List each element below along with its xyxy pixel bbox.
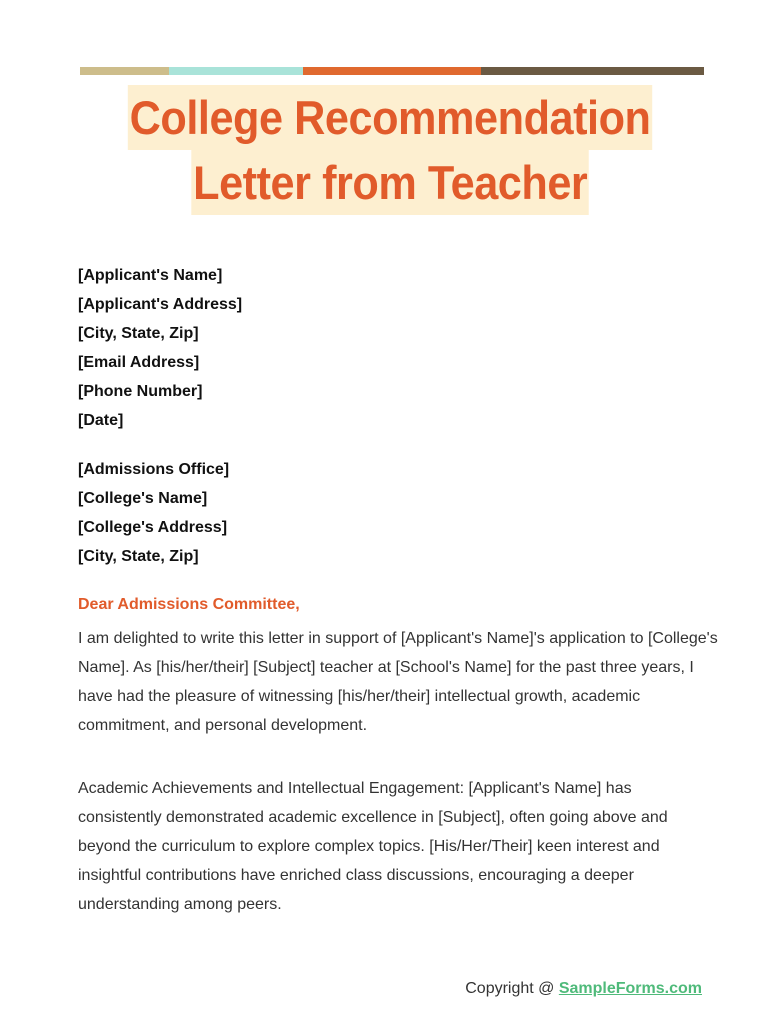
color-bar-segment-aqua [169, 67, 303, 75]
sender-address: [Applicant's Address] [78, 296, 243, 313]
recipient-college-name: [College's Name] [78, 490, 208, 507]
salutation: Dear Admissions Committee, [78, 596, 300, 613]
page-title [0, 85, 780, 215]
sender-name: [Applicant's Name] [78, 267, 223, 284]
sampleforms-link[interactable]: SampleForms.com [558, 980, 702, 997]
title-line-1: College Recommendation [128, 85, 653, 150]
recipient-block [78, 455, 229, 571]
recipient-office: [Admissions Office] [78, 461, 230, 478]
sender-phone: [Phone Number] [78, 383, 203, 400]
color-bar-segment-tan [80, 67, 169, 75]
sender-email: [Email Address] [78, 354, 200, 371]
copyright-footer [465, 980, 702, 998]
decorative-color-bar [80, 67, 704, 75]
body-paragraph-1: I am delighted to write this letter in support of [Applicant's Name]'s application to [College's Name]. As [his/her/their] [Subject] teacher at [School's Name] for the past three years, I have had the pleasure of witnessing [his/her/their] intellectual growth, academic commitment, and personal development. [78, 630, 718, 734]
recipient-city-state-zip: [City, State, Zip] [78, 548, 199, 565]
sender-date: [Date] [78, 412, 124, 429]
sender-city-state-zip: [City, State, Zip] [78, 325, 199, 342]
color-bar-segment-brown [481, 67, 704, 75]
color-bar-segment-orange [303, 67, 481, 75]
copyright-text: Copyright @ [465, 980, 559, 997]
sender-block [78, 261, 242, 435]
title-line-2: Letter from Teacher [191, 150, 589, 215]
body-paragraph-2: Academic Achievements and Intellectual Engagement: [Applicant's Name] has consistently demonstrated academic excellence in [Subject], often going above and beyond the curriculum to explore complex topics. [His/Her/Their] keen interest and insightful contributions have enriched class discussions, encouraging a deeper understanding among peers. [78, 780, 668, 913]
recipient-college-address: [College's Address] [78, 519, 228, 536]
